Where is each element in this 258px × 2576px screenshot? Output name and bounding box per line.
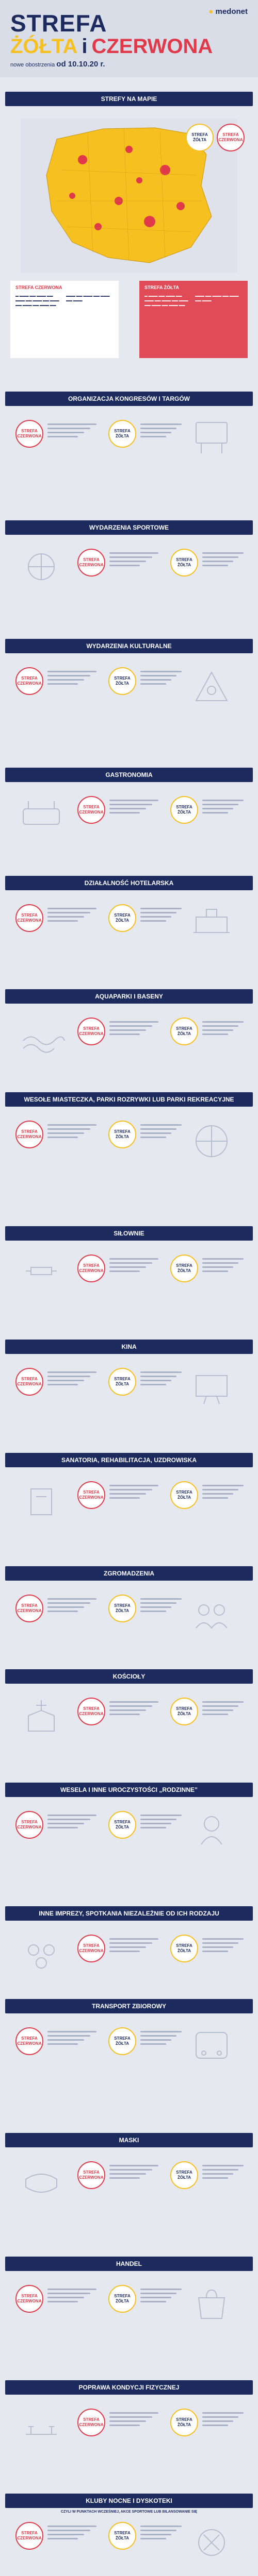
text-line <box>202 552 244 554</box>
section-icon <box>15 2406 67 2447</box>
text-line <box>47 675 90 676</box>
text-line <box>202 1951 228 1952</box>
text-line <box>47 2297 84 2298</box>
text-line <box>47 1823 84 1824</box>
section-icon <box>15 1932 67 1973</box>
text-line <box>202 2425 228 2426</box>
text-line <box>109 2173 146 2175</box>
section-title: POPRAWA KONDYCJI FIZYCZNEJ <box>5 2380 253 2395</box>
text-line <box>109 2165 158 2166</box>
badge-red-zone: STREFA CZERWONA <box>77 1935 105 1962</box>
text-line <box>109 1951 140 1952</box>
text-line <box>140 2035 176 2037</box>
badge-yellow-zone: STREFA ŻÓŁTA <box>108 1121 136 1148</box>
text-line <box>47 428 90 429</box>
text-line <box>109 1497 140 1499</box>
text-line <box>47 1380 84 1381</box>
text-line <box>47 1128 90 1130</box>
text-line <box>140 1128 176 1130</box>
text-line <box>109 2177 140 2179</box>
text-line <box>140 1124 182 1126</box>
text-line <box>202 2420 233 2422</box>
text-line <box>47 1376 90 1377</box>
map-card-yellow: STREFA ŻÓŁTA ▬ ▬▬▬ ▬▬ ▬▬▬ ▬▬ ▬▬▬ ▬▬ ▬▬▬ ▬▬ ▬▬▬ ▬▬ ▬▬▬ ▬▬ ▬▬▬ ▬▬ ▬▬▬ ▬▬ ▬▬▬ ▬▬ ▬▬▬ ▬▬ ▬▬▬ <box>139 281 248 358</box>
text-line <box>140 1815 182 1816</box>
text-line <box>140 1827 166 1828</box>
text-line <box>202 1942 238 1944</box>
text-line <box>140 1606 171 1608</box>
text-line <box>202 556 238 558</box>
text-line <box>47 2043 78 2045</box>
text-line <box>109 1705 152 1707</box>
text-line <box>202 1489 238 1490</box>
section-title: ORGANIZACJA KONGRESÓW I TARGÓW <box>5 392 253 406</box>
text-line <box>202 808 233 809</box>
text-line <box>109 565 140 566</box>
text-line <box>202 1493 233 1495</box>
text-line <box>140 1137 166 1138</box>
text-line <box>140 679 171 681</box>
text-line <box>140 423 182 425</box>
text-line <box>140 2289 182 2290</box>
text-line <box>202 1262 238 1264</box>
section-title-map: STREFY NA MAPIE <box>5 92 253 106</box>
text-line <box>140 2301 166 2302</box>
section-icon <box>186 2519 237 2561</box>
text-line <box>109 1029 146 1031</box>
section-title: INNE IMPREZY, SPOTKANIA NIEZALEŻNIE OD ICH RODZAJU <box>5 1906 253 1921</box>
text-line <box>140 1823 171 1824</box>
section-icon <box>15 546 67 587</box>
badge-red-zone: STREFA CZERWONA <box>15 1121 43 1148</box>
text-line <box>47 908 96 909</box>
text-line <box>47 1598 96 1600</box>
text-line <box>47 2293 90 2294</box>
text-line <box>109 2412 158 2414</box>
text-line <box>202 2169 238 2171</box>
text-line <box>140 916 171 918</box>
red-county-list: ▬ ▬▬▬ ▬▬ ▬▬▬ ▬▬ ▬▬▬ ▬▬ ▬▬▬ ▬▬ ▬▬▬ ▬▬ ▬▬▬ ▬▬ ▬▬▬ ▬▬ ▬▬▬ ▬▬ ▬▬▬ ▬▬ ▬▬▬ ▬▬ ▬▬▬ <box>15 295 110 307</box>
text-line <box>202 1709 233 1711</box>
text-line <box>47 1611 78 1612</box>
brand-logo[interactable]: ● medonet <box>208 7 248 16</box>
badge-yellow-zone: STREFA ŻÓŁTA <box>170 1935 198 1962</box>
text-line <box>140 436 166 437</box>
section-icon <box>186 2282 237 2324</box>
text-line <box>109 552 158 554</box>
text-line <box>109 1701 158 1703</box>
text-line <box>109 556 152 558</box>
section-icon <box>15 793 67 835</box>
badge-red-zone: STREFA CZERWONA <box>77 1481 105 1509</box>
title-zolta: ŻÓŁTA <box>10 35 78 58</box>
section-title: GASTRONOMIA <box>5 768 253 782</box>
text-line <box>140 1611 166 1612</box>
text-line <box>109 1266 146 1268</box>
badge-yellow-zone: STREFA ŻÓŁTA <box>170 1481 198 1509</box>
text-line <box>109 1709 146 1711</box>
section-title: TRANSPORT ZBIOROWY <box>5 1999 253 2013</box>
subtitle: nowe obostrzenia od 10.10.20 r. <box>10 60 105 69</box>
section-icon <box>15 1695 67 1736</box>
text-line <box>47 1827 78 1828</box>
text-line <box>47 2301 78 2302</box>
text-line <box>47 1384 78 1385</box>
badge-yellow-zone: STREFA ŻÓŁTA <box>108 667 136 695</box>
badge-yellow-zone: STREFA ŻÓŁTA <box>108 2522 136 2550</box>
text-line <box>47 679 84 681</box>
section-title: WYDARZENIA SPORTOWE <box>5 520 253 535</box>
text-line <box>140 2297 171 2298</box>
text-line <box>202 804 238 805</box>
text-line <box>202 812 228 814</box>
section-title: SIŁOWNIE <box>5 1226 253 1241</box>
section-icon <box>186 1808 237 1850</box>
text-line <box>202 2412 244 2414</box>
text-line <box>47 912 90 913</box>
section-title: HANDEL <box>5 2257 253 2271</box>
badge-yellow-zone: STREFA ŻÓŁTA <box>170 796 198 824</box>
text-line <box>109 2425 140 2426</box>
text-line <box>109 1946 146 1948</box>
text-line <box>140 920 166 922</box>
text-line <box>47 2031 96 2032</box>
text-line <box>140 428 176 429</box>
title-i: i <box>82 35 88 58</box>
text-line <box>109 561 146 562</box>
badge-yellow-zone: STREFA ŻÓŁTA <box>108 904 136 932</box>
map-legend-yellow: STREFA ŻÓŁTA <box>186 124 214 151</box>
section-icon <box>186 1592 237 1633</box>
text-line <box>47 432 84 433</box>
text-line <box>47 916 84 918</box>
text-line <box>140 2526 182 2527</box>
text-line <box>140 1380 171 1381</box>
text-line <box>140 1384 166 1385</box>
badge-yellow-zone: STREFA ŻÓŁTA <box>170 2161 198 2189</box>
text-line <box>202 1497 228 1499</box>
text-line <box>109 1270 140 1272</box>
text-line <box>202 1705 238 1707</box>
map-card-red: STREFA CZERWONA ▬ ▬▬▬ ▬▬ ▬▬▬ ▬▬ ▬▬▬ ▬▬ ▬▬▬ ▬▬ ▬▬▬ ▬▬ ▬▬▬ ▬▬ ▬▬▬ ▬▬ ▬▬▬ ▬▬ ▬▬▬ ▬▬ ▬▬▬ ▬▬ ▬▬▬ <box>10 281 119 358</box>
text-line <box>140 1132 171 1134</box>
text-line <box>140 1371 182 1373</box>
badge-yellow-zone: STREFA ŻÓŁTA <box>170 1698 198 1725</box>
text-line <box>140 2043 166 2045</box>
section-icon <box>186 417 237 459</box>
text-line <box>47 1602 90 1604</box>
badge-red-zone: STREFA CZERWONA <box>77 1698 105 1725</box>
section-icon <box>186 1118 237 1159</box>
text-line <box>202 1021 244 1023</box>
text-line <box>47 2538 78 2539</box>
text-line <box>47 2530 90 2531</box>
badge-yellow-zone: STREFA ŻÓŁTA <box>170 1018 198 1045</box>
text-line <box>202 1701 244 1703</box>
text-line <box>47 671 96 672</box>
text-line <box>47 1606 84 1608</box>
text-line <box>47 2526 96 2527</box>
badge-yellow-zone: STREFA ŻÓŁTA <box>108 1811 136 1839</box>
badge-yellow-zone: STREFA ŻÓŁTA <box>170 2409 198 2436</box>
section-title: SANATORIA, REHABILITACJA, UZDROWISKA <box>5 1453 253 1467</box>
badge-yellow-zone: STREFA ŻÓŁTA <box>170 549 198 577</box>
badge-red-zone: STREFA CZERWONA <box>15 2027 43 2055</box>
badge-yellow-zone: STREFA ŻÓŁTA <box>108 2285 136 2313</box>
text-line <box>47 1124 96 1126</box>
text-line <box>109 1489 152 1490</box>
badge-red-zone: STREFA CZERWONA <box>77 2161 105 2189</box>
text-line <box>47 1371 96 1373</box>
section-title: AQUAPARKI I BASENY <box>5 989 253 1004</box>
text-line <box>202 1938 244 1940</box>
text-line <box>202 2177 228 2179</box>
text-line <box>109 1258 158 1260</box>
text-line <box>140 432 171 433</box>
section-title: WESELA I INNE UROCZYSTOŚCI „RODZINNE” <box>5 1783 253 1797</box>
section-title: WYDARZENIA KULTURALNE <box>5 639 253 653</box>
text-line <box>202 1266 233 1268</box>
section-icon <box>15 1479 67 1520</box>
text-line <box>202 565 228 566</box>
text-line <box>47 1819 90 1820</box>
text-line <box>109 1493 146 1495</box>
text-line <box>202 1946 233 1948</box>
text-line <box>202 800 244 801</box>
section-icon <box>15 1015 67 1056</box>
badge-red-zone: STREFA CZERWONA <box>15 420 43 448</box>
badge-red-zone: STREFA CZERWONA <box>15 1595 43 1622</box>
text-line <box>140 2293 176 2294</box>
badge-red-zone: STREFA CZERWONA <box>77 2409 105 2436</box>
section-icon <box>186 1365 237 1406</box>
text-line <box>109 808 146 809</box>
badge-red-zone: STREFA CZERWONA <box>15 904 43 932</box>
text-line <box>47 436 78 437</box>
badge-yellow-zone: STREFA ŻÓŁTA <box>170 1255 198 1282</box>
header <box>0 0 258 77</box>
text-line <box>47 2035 90 2037</box>
text-line <box>202 1029 233 1031</box>
text-line <box>202 561 233 562</box>
badge-yellow-zone: STREFA ŻÓŁTA <box>108 1595 136 1622</box>
text-line <box>47 2289 96 2290</box>
text-line <box>109 1262 152 1264</box>
text-line <box>47 1815 96 1816</box>
text-line <box>202 1025 238 1027</box>
text-line <box>109 1033 140 1035</box>
text-line <box>140 683 166 685</box>
text-line <box>202 1033 228 1035</box>
badge-red-zone: STREFA CZERWONA <box>15 1811 43 1839</box>
title-czerwona: CZERWONA <box>91 35 213 58</box>
badge-red-zone: STREFA CZERWONA <box>77 1018 105 1045</box>
text-line <box>109 800 158 801</box>
text-line <box>140 1598 182 1600</box>
section-icon <box>15 2159 67 2200</box>
text-line <box>109 804 152 805</box>
text-line <box>47 423 96 425</box>
text-line <box>140 2031 182 2032</box>
text-line <box>47 1132 84 1134</box>
text-line <box>140 2039 171 2041</box>
text-line <box>47 1137 78 1138</box>
text-line <box>109 812 140 814</box>
section-icon <box>186 2025 237 2066</box>
text-line <box>202 2165 244 2166</box>
badge-red-zone: STREFA CZERWONA <box>15 1368 43 1396</box>
text-line <box>202 1270 228 1272</box>
map-legend-red: STREFA CZERWONA <box>217 124 245 151</box>
text-line <box>109 2420 146 2422</box>
text-line <box>109 1942 152 1944</box>
badge-red-zone: STREFA CZERWONA <box>15 2285 43 2313</box>
text-line <box>140 912 176 913</box>
badge-yellow-zone: STREFA ŻÓŁTA <box>108 420 136 448</box>
section-title: MASKI <box>5 2133 253 2147</box>
text-line <box>140 908 182 909</box>
section-icon <box>186 902 237 943</box>
yellow-county-list: ▬ ▬▬▬ ▬▬ ▬▬▬ ▬▬ ▬▬▬ ▬▬ ▬▬▬ ▬▬ ▬▬▬ ▬▬ ▬▬▬ ▬▬ ▬▬▬ ▬▬ ▬▬▬ ▬▬ ▬▬▬ ▬▬ ▬▬▬ ▬▬ ▬▬▬ <box>144 295 239 307</box>
text-line <box>109 2169 152 2171</box>
text-line <box>202 1485 244 1486</box>
section-title: KLUBY NOCNE I DYSKOTEKI <box>5 2494 253 2508</box>
text-line <box>47 683 78 685</box>
section-icon <box>15 1252 67 1293</box>
text-line <box>140 2530 176 2531</box>
badge-yellow-zone: STREFA ŻÓŁTA <box>108 2027 136 2055</box>
text-line <box>140 2538 166 2539</box>
text-line <box>140 1376 176 1377</box>
title-strefa: STREFA <box>10 10 107 37</box>
text-line <box>47 2039 84 2041</box>
section-title: ZGROMADZENIA <box>5 1566 253 1581</box>
text-line <box>202 2173 233 2175</box>
section-icon <box>186 665 237 706</box>
section-title: DZIAŁALNOŚĆ HOTELARSKA <box>5 876 253 890</box>
badge-red-zone: STREFA CZERWONA <box>15 667 43 695</box>
text-line <box>140 671 182 672</box>
badge-red-zone: STREFA CZERWONA <box>77 796 105 824</box>
text-line <box>109 1938 158 1940</box>
text-line <box>140 1819 176 1820</box>
text-line <box>202 1258 244 1260</box>
badge-yellow-zone: STREFA ŻÓŁTA <box>108 1368 136 1396</box>
section-title: KINA <box>5 1340 253 1354</box>
text-line <box>109 1021 158 1023</box>
text-line <box>109 1485 158 1486</box>
badge-red-zone: STREFA CZERWONA <box>77 1255 105 1282</box>
text-line <box>109 2416 152 2418</box>
badge-red-zone: STREFA CZERWONA <box>77 549 105 577</box>
section-title: WESOŁE MIASTECZKA, PARKI ROZRYWKI LUB PARKI REKREACYJNE <box>5 1092 253 1107</box>
section-title: KOŚCIOŁY <box>5 1669 253 1684</box>
text-line <box>109 1025 152 1027</box>
text-line <box>140 1602 176 1604</box>
text-line <box>202 2416 238 2418</box>
text-line <box>47 2534 84 2535</box>
text-line <box>140 2534 171 2535</box>
badge-red-zone: STREFA CZERWONA <box>15 2522 43 2550</box>
section-subtitle: CZYLI W PUNKTACH WCZEŚNIEJ, AKCE SPORTOWE LUB BILANSOWANIE SIĘ <box>60 2510 198 2514</box>
text-line <box>47 920 78 922</box>
text-line <box>202 1714 228 1715</box>
text-line <box>109 1714 140 1715</box>
text-line <box>140 675 176 676</box>
